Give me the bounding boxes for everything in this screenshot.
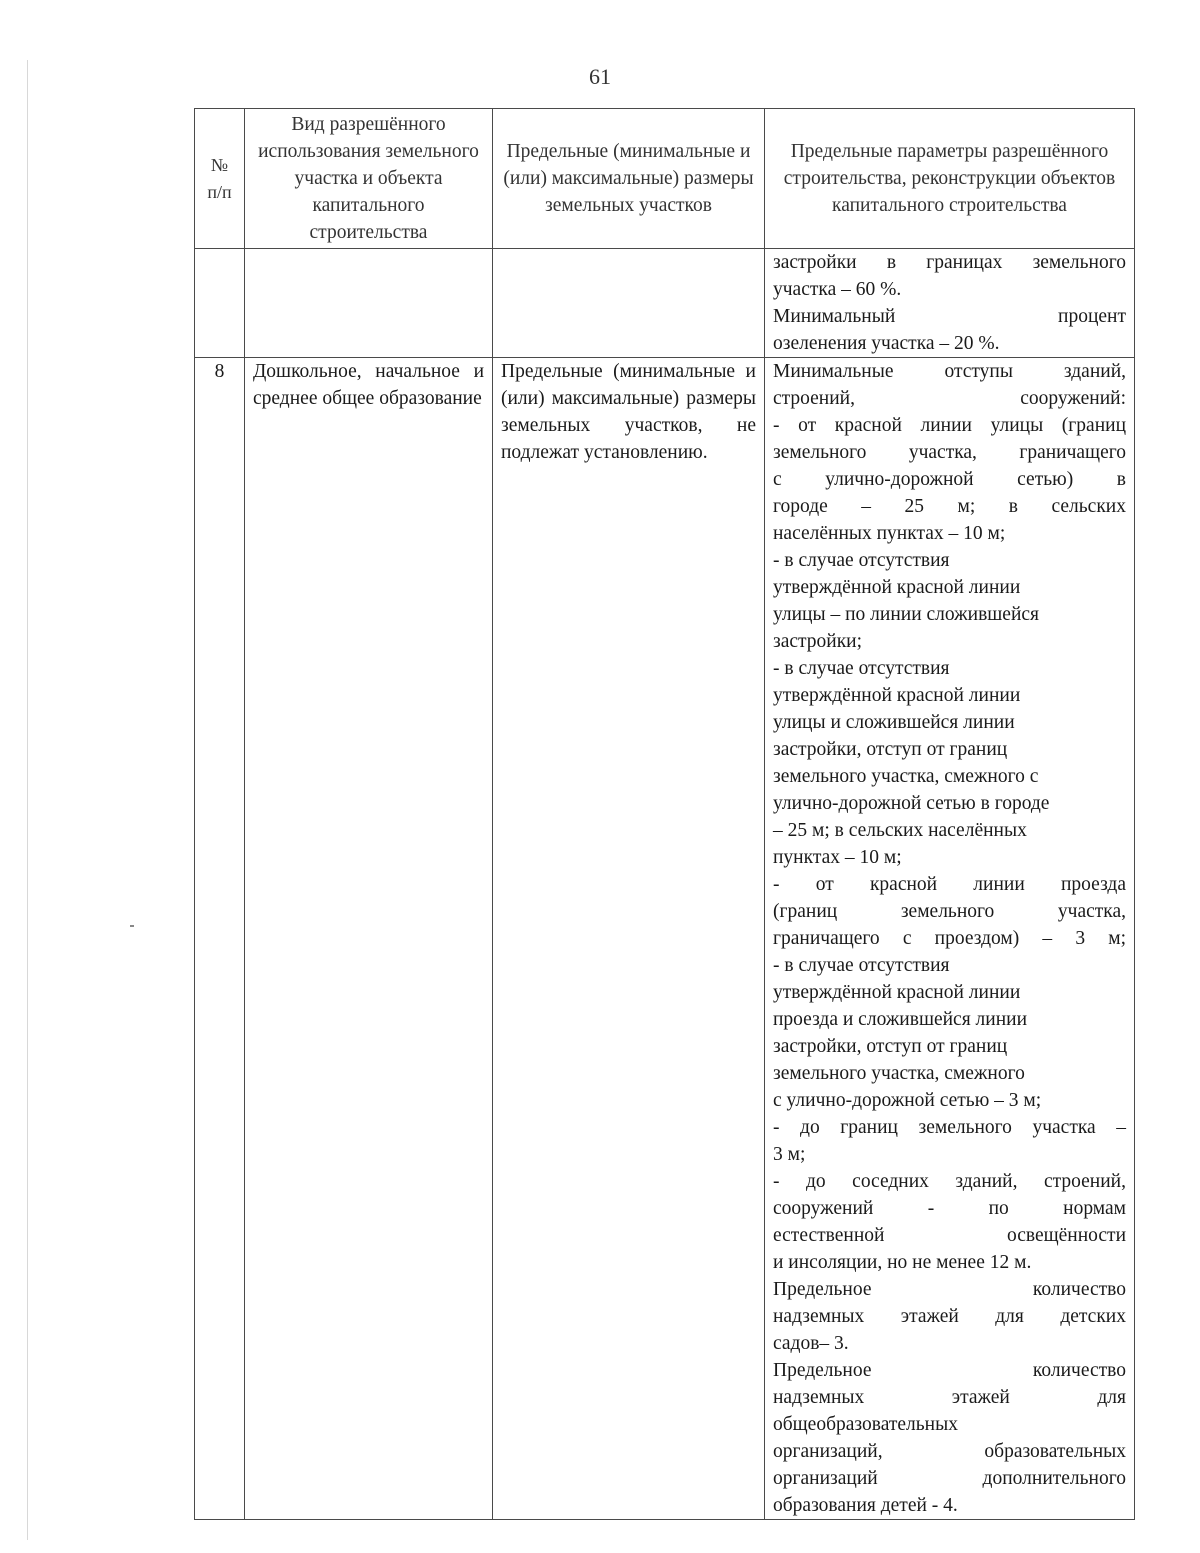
row-params	[765, 249, 1135, 358]
param-line: (границ земельного участка,	[773, 901, 1126, 922]
header-plot-sizes: Предельные (минимальные и (или) максимальные) размеры земельных участков	[493, 109, 765, 249]
param-line: участка – 60 %.	[773, 279, 902, 300]
param-line: застройки в границах земельного	[773, 252, 1126, 273]
row-num: 8	[195, 358, 245, 1520]
param-line: застройки;	[773, 631, 863, 652]
param-line: застройки, отступ от границ	[773, 739, 1008, 760]
row-num	[195, 249, 245, 358]
header-params: Предельные параметры разрешённого строительства, реконструкции объектов капитального строительства	[765, 109, 1135, 249]
param-line: – 25 м; в сельских населённых	[773, 820, 1027, 841]
scan-edge-line	[27, 60, 28, 1540]
header-num: № п/п	[195, 109, 245, 249]
page-number: 61	[589, 64, 611, 89]
regulations-table	[194, 108, 1135, 1520]
scan-speck	[130, 925, 134, 927]
row-plot-sizes: Предельные (минимальные и (или) максимальные) размеры земельных участков, не подлежат установлению.	[493, 358, 765, 1520]
param-line: - в случае отсутствия	[773, 550, 950, 571]
param-line: и инсоляции, но не менее 12 м.	[773, 1252, 1032, 1273]
param-line: строений, сооружений:	[773, 388, 1126, 409]
param-line: с улично-дорожной сетью) в	[773, 469, 1126, 490]
param-line: - в случае отсутствия	[773, 658, 950, 679]
param-line: земельного участка, граничащего	[773, 442, 1126, 463]
header-type-use: Вид разрешённого использования земельного участка и объекта капитального строительства	[245, 109, 493, 249]
row-type-use	[245, 249, 493, 358]
param-line: - до границ земельного участка –	[773, 1117, 1126, 1138]
param-line: - до соседних зданий, строений,	[773, 1171, 1126, 1192]
param-line: утверждённой красной линии	[773, 685, 1021, 706]
param-line: - от красной линии улицы (границ	[773, 415, 1126, 436]
param-line: естественной освещённости	[773, 1225, 1126, 1246]
param-line: надземных этажей для детских	[773, 1306, 1126, 1327]
table-row	[195, 249, 1135, 358]
row-params	[765, 358, 1135, 1520]
param-line: земельного участка, смежного с	[773, 766, 1039, 787]
table-header-row	[195, 109, 1135, 249]
param-line: земельного участка, смежного	[773, 1063, 1025, 1084]
row-plot-sizes	[493, 249, 765, 358]
param-line: сооружений - по нормам	[773, 1198, 1126, 1219]
param-line: пунктах – 10 м;	[773, 847, 902, 868]
param-line: городе – 25 м; в сельских	[773, 496, 1126, 517]
param-line: застройки, отступ от границ	[773, 1036, 1008, 1057]
param-line: улицы и сложившейся линии	[773, 712, 1015, 733]
param-line: населённых пунктах – 10 м;	[773, 523, 1006, 544]
param-line: - от красной линии проезда	[773, 874, 1126, 895]
param-line: Минимальный процент	[773, 306, 1126, 327]
param-line: озеленения участка – 20 %.	[773, 333, 1000, 354]
param-line: - в случае отсутствия	[773, 955, 950, 976]
table-row	[195, 358, 1135, 1520]
param-line: утверждённой красной линии	[773, 577, 1021, 598]
param-line: общеобразовательных	[773, 1414, 958, 1435]
param-line: Минимальные отступы зданий,	[773, 361, 1126, 382]
param-line: проезда и сложившейся линии	[773, 1009, 1028, 1030]
row-type-use: Дошкольное, начальное и среднее общее образование	[245, 358, 493, 1520]
param-line: садов– 3.	[773, 1333, 849, 1354]
param-line: улицы – по линии сложившейся	[773, 604, 1040, 625]
param-line: организаций дополнительного	[773, 1468, 1126, 1489]
param-line: Предельное количество	[773, 1360, 1126, 1381]
param-line: организаций, образовательных	[773, 1441, 1126, 1462]
param-line: с улично-дорожной сетью – 3 м;	[773, 1090, 1042, 1111]
param-line: утверждённой красной линии	[773, 982, 1021, 1003]
param-line: граничащего с проездом) – 3 м;	[773, 928, 1126, 949]
param-line: надземных этажей для	[773, 1387, 1126, 1408]
param-line: Предельное количество	[773, 1279, 1126, 1300]
param-line: улично-дорожной сетью в городе	[773, 793, 1050, 814]
param-line: образования детей - 4.	[773, 1495, 958, 1516]
param-line: 3 м;	[773, 1144, 806, 1165]
